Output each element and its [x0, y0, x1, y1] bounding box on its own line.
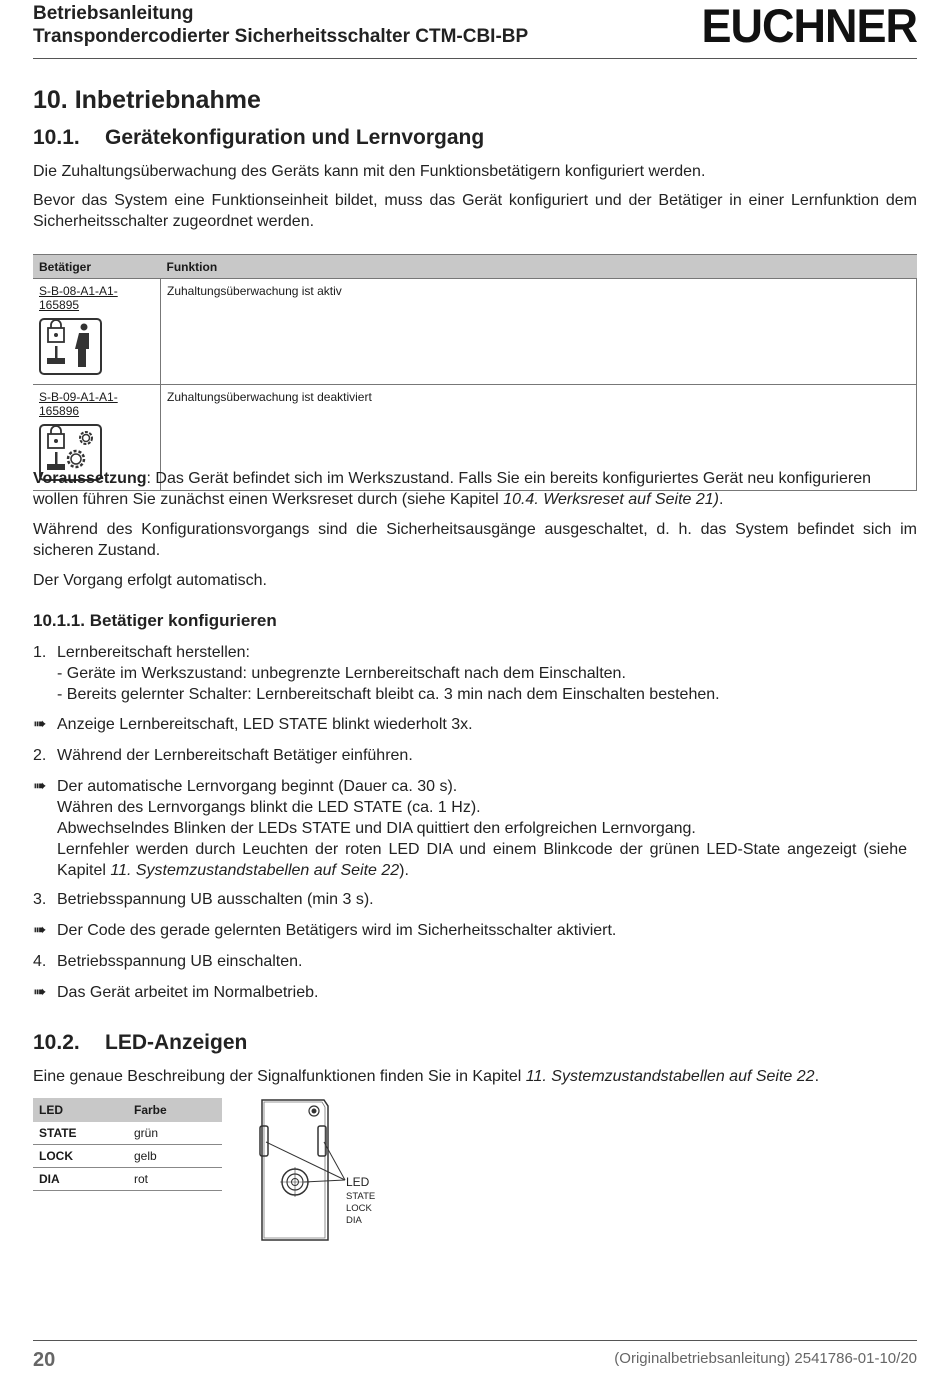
actuator-code: S-B-09-A1-A1-165896 [39, 390, 118, 418]
result-text: Das Gerät arbeitet im Normalbetrieb. [57, 984, 319, 1001]
table-row [33, 1122, 222, 1145]
prerequisite-end: . [719, 491, 724, 508]
intro-paragraph-2: Bevor das System eine Funktionseinheit bildet, muss das Gerät konfiguriert und der Betätiger in einer Lernfunktion dem Sicherheitsschalter zugeordnet werden. [33, 192, 917, 230]
step-text: Während der Lernbereitschaft Betätiger einführen. [57, 747, 413, 764]
step-number: 3. [33, 891, 47, 908]
subsection-heading-10-1 [33, 126, 484, 150]
result-text [57, 839, 907, 881]
table-header-function: Funktion [161, 255, 917, 279]
result-text: Der automatische Lernvorgang beginnt (Dauer ca. 30 s). [57, 778, 458, 795]
actuator-table [33, 254, 917, 491]
prerequisite-label: Voraussetzung [33, 470, 147, 487]
result-text: Abwechselndes Blinken der LEDs STATE und DIA quittiert den erfolgreichen Lernvorgang. [57, 820, 696, 837]
arrow-right-icon: ➠ [33, 716, 47, 733]
result-text: Der Code des gerade gelernten Betätigers wird im Sicherheitsschalter aktiviert. [57, 922, 617, 939]
step-text: - Bereits gelernter Schalter: Lernbereitschaft bleibt ca. 3 min nach dem Einschalten bestehen. [57, 686, 720, 703]
actuator-code: S-B-08-A1-A1-165895 [39, 284, 118, 312]
step-text: - Geräte im Werkszustand: unbegrenzte Lernbereitschaft nach dem Einschalten. [57, 665, 626, 682]
led-table-header-color: Farbe [128, 1098, 222, 1122]
step-text: Lernbereitschaft herstellen: [57, 644, 250, 661]
subsection-number: 10.1. [33, 126, 80, 149]
step-text: Betriebsspannung UB einschalten. [57, 953, 303, 970]
chapter-reference-link[interactable]: 11. Systemzustandstabellen auf Seite 22 [525, 1068, 815, 1085]
intro-paragraph-1: Die Zuhaltungsüberwachung des Geräts kann mit den Funktionsbetätigern konfiguriert werden. [33, 163, 706, 180]
subsection-title: Gerätekonfiguration und Lernvorgang [105, 126, 485, 149]
diagram-label-lock: LOCK [346, 1203, 372, 1214]
subsection-title: LED-Anzeigen [105, 1031, 248, 1054]
diagram-label-state: STATE [346, 1191, 376, 1202]
result-text: Anzeige Lernbereitschaft, LED STATE blinkt wiederholt 3x. [57, 716, 473, 733]
table-row [33, 279, 917, 385]
page-number: 20 [33, 1349, 56, 1371]
step-text: Betriebsspannung UB ausschalten (min 3 s). [57, 891, 374, 908]
table-row [33, 1145, 222, 1168]
led-name: LOCK [33, 1145, 128, 1168]
led-intro-text: Eine genaue Beschreibung der Signalfunktionen finden Sie in Kapitel [33, 1068, 526, 1085]
result-text: Währen des Lernvorgangs blinkt die LED STATE (ca. 1 Hz). [57, 799, 481, 816]
led-intro-end: . [814, 1068, 820, 1085]
step-number: 4. [33, 953, 47, 970]
chapter-reference-link[interactable]: 10.4. Werksreset auf Seite 21) [503, 491, 719, 508]
result-text-end: ). [399, 862, 409, 879]
result-text-part: Lernfehler werden durch Leuchten der roten LED DIA und einem Blinkcode der grünen LED-State angezeigt (siehe Kapitel [57, 841, 907, 879]
diagram-label-dia: DIA [346, 1215, 362, 1226]
led-color: grün [128, 1122, 222, 1145]
arrow-right-icon: ➠ [33, 922, 47, 939]
prerequisite-text: : Das Gerät befindet sich im Werkszustand. Falls Sie ein bereits konfiguriertes Gerät neu konfigurieren wollen führen Sie zunächst einen Werksreset durch (siehe Kapitel [33, 470, 871, 508]
header-title-line1: Betriebsanleitung [33, 3, 194, 24]
function-cell: Zuhaltungsüberwachung ist aktiv [161, 279, 917, 385]
chapter-reference-link[interactable]: 11. Systemzustandstabellen auf Seite 22 [110, 862, 400, 879]
device-led-diagram [252, 1098, 392, 1246]
diagram-led-label: LED [346, 1175, 370, 1189]
subsubsection-title: 10.1.1. Betätiger konfigurieren [33, 611, 277, 630]
euchner-logo: EUCHNER [701, 0, 917, 53]
page-header [33, 2, 917, 59]
subsection-heading-10-2 [33, 1031, 247, 1055]
table-header-actuator: Betätiger [33, 255, 161, 279]
led-name: DIA [33, 1168, 128, 1191]
document-id: (Originalbetriebsanleitung) 2541786-01-10/20 [614, 1350, 917, 1367]
subsection-number: 10.2. [33, 1031, 80, 1054]
safety-paragraph: Während des Konfigurationsvorgangs sind die Sicherheitsausgänge ausgeschaltet, d. h. das System befindet sich im sicheren Zustand. [33, 521, 917, 559]
step-number: 2. [33, 747, 47, 764]
arrow-right-icon: ➠ [33, 984, 47, 1001]
page-footer [33, 1340, 917, 1375]
led-table-header-led: LED [33, 1098, 128, 1122]
step-number: 1. [33, 644, 47, 661]
section-title: 10. Inbetriebnahme [33, 86, 261, 114]
led-color: rot [128, 1168, 222, 1191]
arrow-right-icon: ➠ [33, 778, 47, 795]
lock-person-icon [39, 318, 103, 376]
prerequisite-paragraph [33, 468, 917, 510]
header-title-line2: Transpondercodierter Sicherheitsschalter CTM-CBI-BP [33, 26, 529, 47]
function-cell: Zuhaltungsüberwachung ist deaktiviert [161, 385, 917, 491]
led-color: gelb [128, 1145, 222, 1168]
auto-paragraph: Der Vorgang erfolgt automatisch. [33, 572, 267, 589]
led-intro-paragraph [33, 1066, 917, 1087]
led-table [33, 1098, 222, 1191]
table-row [33, 1168, 222, 1191]
actuator-cell [33, 279, 161, 385]
led-name: STATE [33, 1122, 128, 1145]
